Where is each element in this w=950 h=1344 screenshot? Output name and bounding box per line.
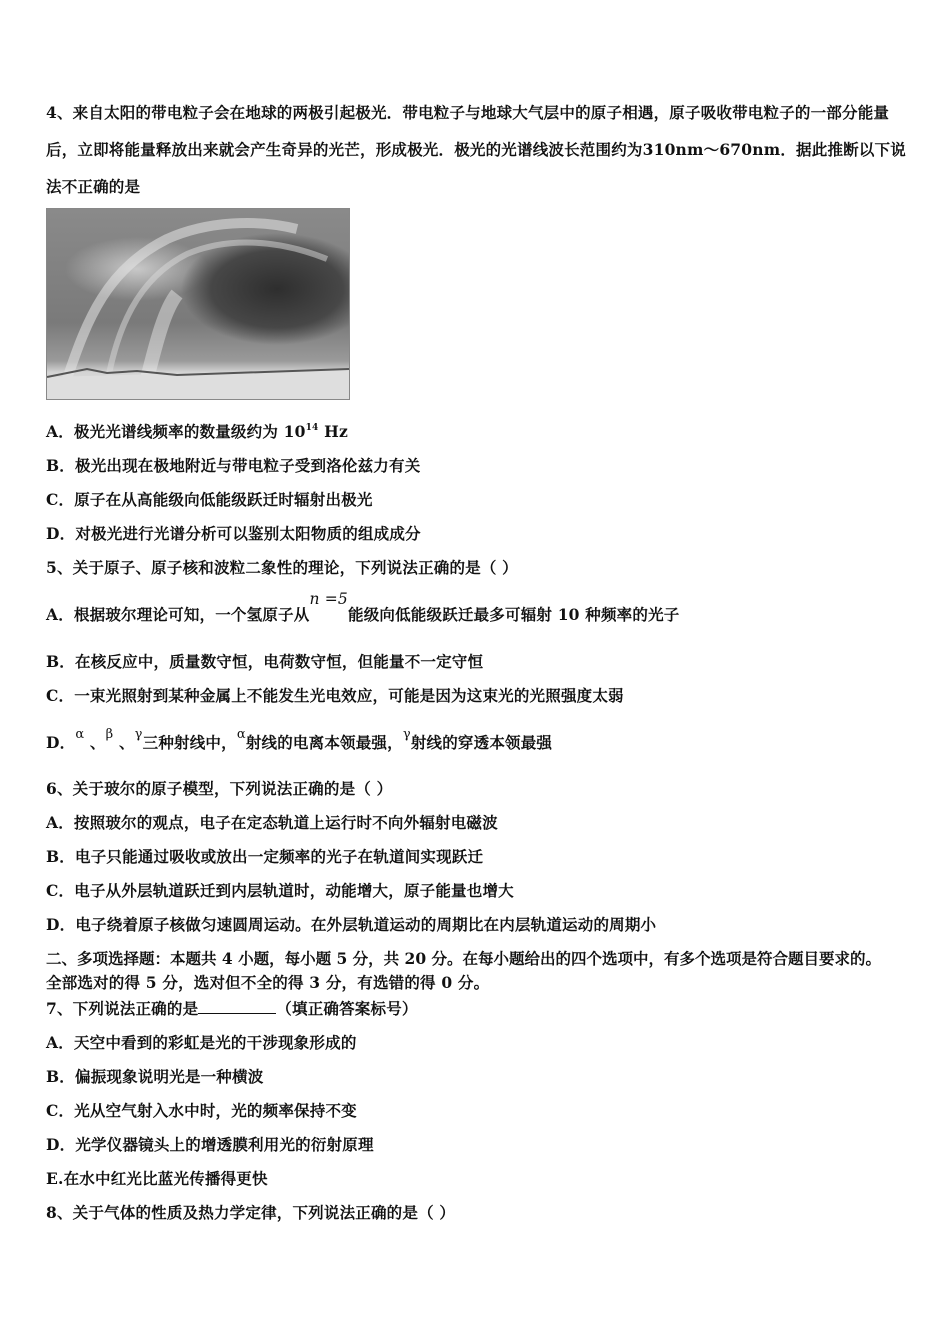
q5-option-d-mid2: 射线的电离本领最强，: [245, 733, 403, 752]
q7-option-c: C．光从空气射入水中时，光的频率保持不变: [46, 1101, 357, 1120]
q4-option-a: [46, 420, 348, 442]
q6-stem: 6、关于玻尔的原子模型，下列说法正确的是（ ）: [46, 779, 393, 798]
section2-heading-line2: 全部选对的得 5 分，选对但不全的得 3 分，有选错的得 0 分。: [46, 973, 490, 992]
alpha-symbol-2: α: [236, 727, 246, 742]
q7-option-a: A．天空中看到的彩虹是光的干涉现象形成的: [46, 1033, 357, 1052]
alpha-symbol: α: [75, 727, 85, 742]
q5-option-d: [46, 727, 553, 753]
aurora-image: [46, 208, 350, 400]
answer-blank: [198, 999, 276, 1014]
q4-option-b: B．极光出现在极地附近与带电粒子受到洛伦兹力有关: [46, 456, 421, 475]
q6-option-c: C．电子从外层轨道跃迁到内层轨道时，动能增大，原子能量也增大: [46, 881, 514, 900]
q4-option-d: D．对极光进行光谱分析可以鉴别太阳物质的组成成分: [46, 524, 421, 543]
q6-option-a: A．按照玻尔的观点，电子在定态轨道上运行时不向外辐射电磁波: [46, 813, 498, 832]
q5-option-a: [46, 590, 680, 625]
q5-option-a-post: 能级向低能级跃迁最多可辐射 10 种频率的光子: [348, 605, 680, 624]
q5-option-d-sep1: 、: [84, 733, 106, 752]
q8-stem: 8、关于气体的性质及热力学定律，下列说法正确的是（ ）: [46, 1203, 456, 1222]
q4-option-a-exponent: 14: [305, 423, 319, 433]
q6-option-b: B．电子只能通过吸收或放出一定频率的光子在轨道间实现跃迁: [46, 847, 484, 866]
beta-symbol: β: [105, 727, 114, 742]
gamma-symbol: γ: [134, 727, 143, 742]
q7-stem-pre: 7、下列说法正确的是: [46, 999, 199, 1018]
q5-option-d-label: D．: [46, 733, 76, 752]
q5-option-d-sep2: 、: [113, 733, 135, 752]
aurora-image-drawing: [47, 209, 349, 399]
q4-option-a-text: A．极光光谱线频率的数量级约为 10: [46, 422, 306, 441]
q5-option-d-mid1: 三种射线中，: [142, 733, 237, 752]
q5-option-c: C．一束光照射到某种金属上不能发生光电效应，可能是因为这束光的光照强度太弱: [46, 686, 624, 705]
q4-option-c: C．原子在从高能级向低能级跃迁时辐射出极光: [46, 490, 373, 509]
q7-option-e: E.在水中红光比蓝光传播得更快: [46, 1169, 268, 1188]
q6-option-d: D．电子绕着原子核做匀速圆周运动。在外层轨道运动的周期比在内层轨道运动的周期小: [46, 915, 657, 934]
q7-stem-post: （填正确答案标号）: [276, 999, 418, 1018]
q5-stem: 5、关于原子、原子核和波粒二象性的理论，下列说法正确的是（ ）: [46, 558, 518, 577]
q7-option-d: D．光学仪器镜头上的增透膜利用光的衍射原理: [46, 1135, 374, 1154]
q5-option-a-math: n =5: [309, 590, 348, 608]
q7-stem: [46, 997, 418, 1019]
q4-stem: 4、来自太阳的带电粒子会在地球的两极引起极光．带电粒子与地球大气层中的原子相遇，原子吸收带电粒子的一部分能量后，立即将能量释放出来就会产生奇异的光芒，形成极光．极光的光谱线波长范围约为310nm～670nm．据此推断以下说法不正确的是: [46, 103, 906, 196]
gamma-symbol-2: γ: [402, 727, 411, 742]
q5-option-d-end: 射线的穿透本领最强: [410, 733, 553, 752]
q4-option-a-unit: Hz: [318, 422, 348, 441]
section2-heading-line1: 二、多项选择题：本题共 4 小题，每小题 5 分，共 20 分。在每小题给出的四个选项中，有多个选项是符合题目要求的。: [46, 949, 882, 968]
q5-option-b: B．在核反应中，质量数守恒，电荷数守恒，但能量不一定守恒: [46, 652, 484, 671]
q7-option-b: B．偏振现象说明光是一种横波: [46, 1067, 264, 1086]
q5-option-a-pre: A．根据玻尔理论可知，一个氢原子从: [46, 605, 310, 624]
